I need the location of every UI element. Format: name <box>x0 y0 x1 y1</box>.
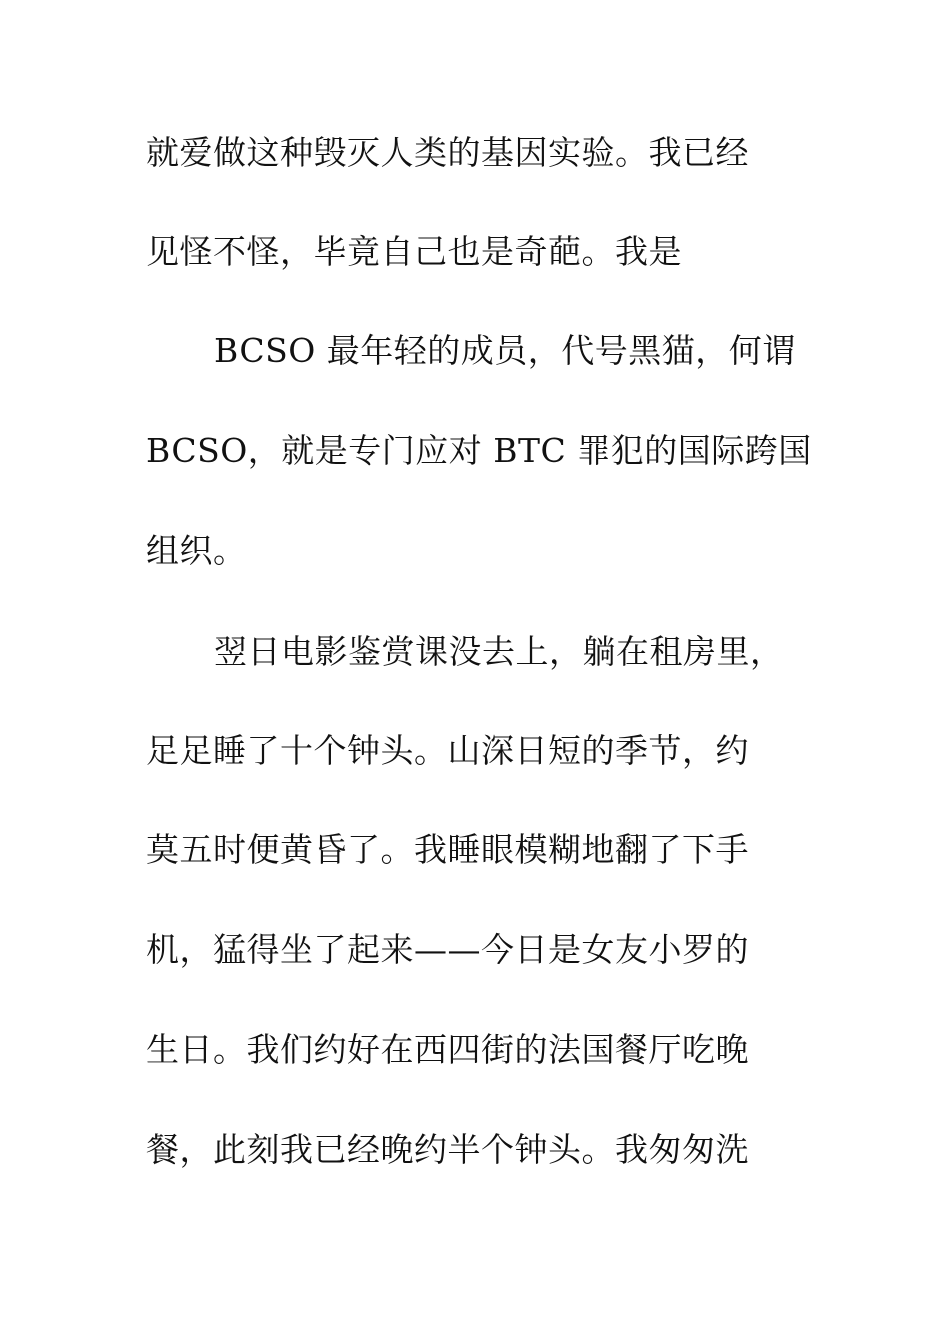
text-line: 生日。我们约好在西四街的法国餐厅吃晚 <box>146 1030 749 1069</box>
text-line: BCSO 最年轻的成员，代号黑猫，何谓 <box>214 331 796 370</box>
text-line: 组织。 <box>146 531 247 570</box>
text-line: 翌日电影鉴赏课没去上，躺在租房里， <box>214 632 784 671</box>
text-line: 餐，此刻我已经晚约半个钟头。我匆匆洗 <box>146 1130 749 1169</box>
text-line: 就爱做这种毁灭人类的基因实验。我已经 <box>146 133 749 172</box>
text-line: 足足睡了十个钟头。山深日短的季节，约 <box>146 731 749 770</box>
text-line: 见怪不怪，毕竟自己也是奇葩。我是 <box>146 232 682 271</box>
text-line: 机，猛得坐了起来——今日是女友小罗的 <box>146 930 749 969</box>
text-line: 莫五时便黄昏了。我睡眼模糊地翻了下手 <box>146 830 749 869</box>
text-line: BCSO，就是专门应对 BTC 罪犯的国际跨国 <box>146 431 812 470</box>
